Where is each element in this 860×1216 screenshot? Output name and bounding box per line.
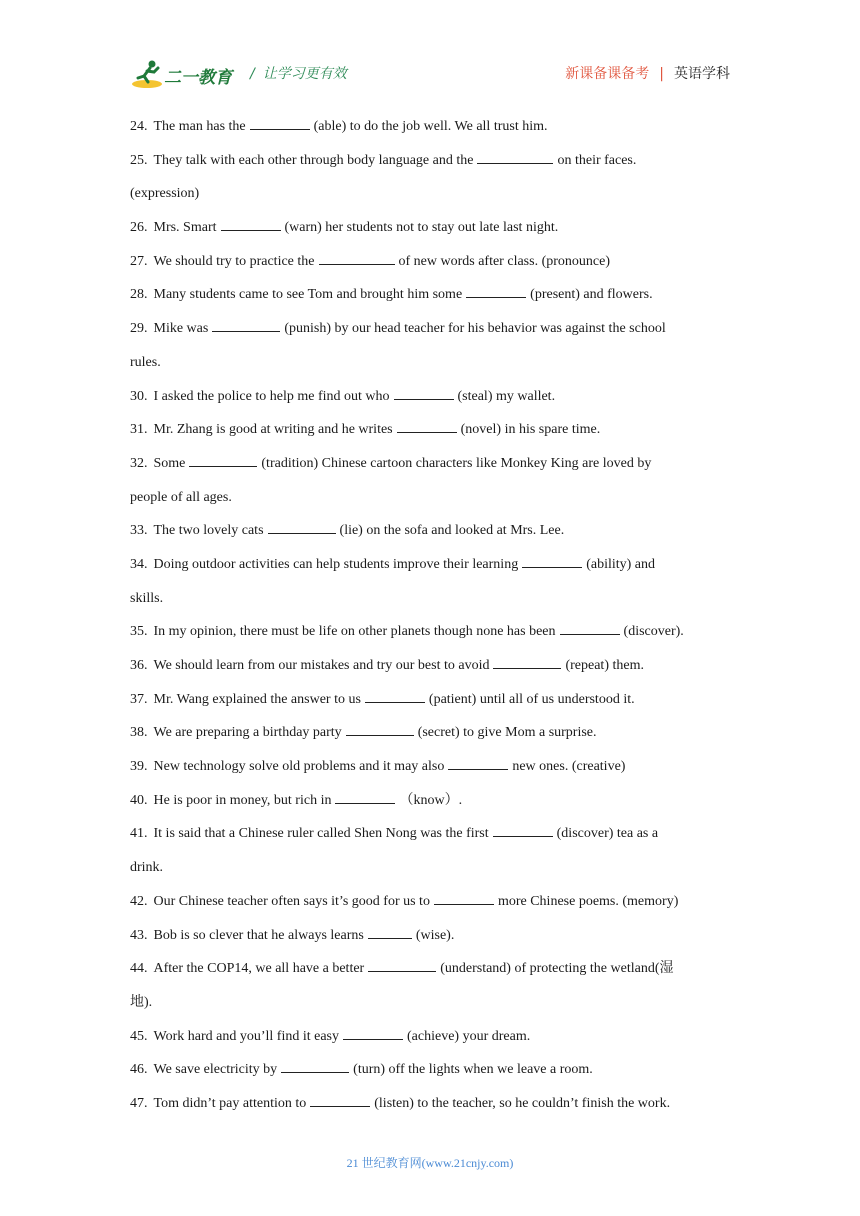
question-text-before: They talk with each other through body language and the — [153, 152, 474, 168]
answer-blank[interactable] — [310, 1092, 370, 1107]
question-number: 33. — [130, 523, 148, 539]
question-continuation: rules. — [130, 354, 161, 370]
question-item — [130, 211, 735, 245]
slogan: / 让学习更有效 — [250, 66, 347, 82]
question-number: 34. — [130, 556, 148, 572]
answer-blank[interactable] — [221, 216, 281, 231]
question-text-before: He is poor in money, but rich in — [153, 792, 332, 808]
question-item — [130, 144, 735, 178]
answer-blank[interactable] — [343, 1025, 403, 1040]
question-item — [130, 919, 735, 953]
question-continuation: (expression) — [130, 186, 200, 202]
question-item — [130, 885, 735, 919]
question-number: 31. — [130, 422, 148, 438]
answer-blank[interactable] — [268, 519, 336, 534]
question-number: 40. — [130, 792, 148, 808]
answer-blank[interactable] — [448, 755, 508, 770]
question-number: 38. — [130, 725, 148, 741]
question-text-after: (steal) my wallet. — [457, 388, 556, 404]
question-text-before: Our Chinese teacher often says it’s good for us to — [153, 893, 430, 909]
question-item — [130, 1087, 735, 1121]
question-number: 29. — [130, 321, 148, 337]
question-text-after: of new words after class. (pronounce) — [398, 253, 610, 269]
question-text-after: (listen) to the teacher, so he couldn’t finish the work. — [374, 1095, 671, 1111]
question-continuation: drink. — [130, 860, 164, 876]
question-text-after: (patient) until all of us understood it. — [428, 691, 635, 707]
question-item — [130, 716, 735, 750]
question-text-after: (able) to do the job well. We all trust him. — [313, 119, 548, 134]
question-number: 46. — [130, 1062, 148, 1078]
question-text-after: (tradition) Chinese cartoon characters like Monkey King are loved by — [261, 455, 652, 471]
page-header — [130, 58, 730, 90]
header-tags — [565, 63, 730, 83]
question-item — [130, 817, 735, 851]
logo — [130, 58, 240, 90]
question-text-before: Some — [153, 455, 186, 471]
answer-blank[interactable] — [365, 688, 425, 703]
question-continuation: people of all ages. — [130, 489, 232, 505]
question-item — [130, 1053, 735, 1087]
question-item — [130, 380, 735, 414]
question-text-after: (lie) on the sofa and looked at Mrs. Lee. — [339, 523, 565, 539]
question-text-after: (repeat) them. — [565, 658, 644, 673]
question-text-before: I asked the police to help me find out who — [153, 388, 390, 404]
question-text-after: (achieve) your dream. — [407, 1028, 531, 1044]
question-number: 27. — [130, 253, 148, 269]
question-text-before: We should learn from our mistakes and try our best to avoid — [153, 658, 490, 673]
question-text-before: Bob is so clever that he always learns — [153, 927, 364, 943]
question-text-after: （know）. — [399, 792, 463, 808]
question-text-after: (turn) off the lights when we leave a room. — [353, 1062, 593, 1078]
question-number: 42. — [130, 893, 148, 909]
question-text-before: We are preparing a birthday party — [153, 725, 342, 741]
answer-blank[interactable] — [368, 957, 436, 972]
answer-blank[interactable] — [394, 385, 454, 400]
page-footer: 21 世纪教育网(www.21cnjy.com) — [346, 1156, 514, 1170]
header-tag-subject: 英语学科 — [674, 66, 730, 82]
question-item — [130, 245, 735, 279]
question-text-after: new ones. (creative) — [512, 759, 626, 775]
question-number: 28. — [130, 287, 148, 303]
answer-blank[interactable] — [560, 620, 620, 635]
answer-blank[interactable] — [346, 721, 414, 736]
question-text-after: (warn) her students not to stay out late last night. — [284, 220, 559, 236]
slogan-text: 让学习更有效 — [262, 66, 347, 82]
question-item — [130, 750, 735, 784]
question-item — [130, 683, 735, 717]
answer-blank[interactable] — [212, 317, 280, 332]
question-item — [130, 413, 735, 447]
question-item — [130, 1020, 735, 1054]
question-text-before: Tom didn’t pay attention to — [153, 1095, 307, 1111]
question-number: 30. — [130, 388, 148, 404]
question-text-before: Mike was — [153, 321, 209, 337]
question-number: 32. — [130, 455, 148, 471]
question-item — [130, 952, 735, 986]
question-text-before: Mr. Zhang is good at writing and he writes — [153, 422, 393, 438]
header-tag-course: 新课备课备考 — [565, 66, 650, 82]
question-item — [130, 447, 735, 481]
answer-blank[interactable] — [466, 283, 526, 298]
question-number: 25. — [130, 152, 148, 168]
question-text-before: It is said that a Chinese ruler called Shen Nong was the first — [153, 826, 489, 842]
answer-blank[interactable] — [319, 250, 395, 265]
question-item — [130, 548, 735, 582]
question-number: 39. — [130, 759, 148, 775]
question-text-before: In my opinion, there must be life on other planets though none has been — [153, 624, 556, 640]
answer-blank[interactable] — [477, 149, 553, 164]
question-number: 26. — [130, 220, 148, 236]
answer-blank[interactable] — [189, 452, 257, 467]
question-item — [130, 784, 735, 818]
question-continuation: skills. — [130, 590, 164, 606]
question-list — [130, 110, 735, 1121]
answer-blank[interactable] — [522, 553, 582, 568]
question-text-before: New technology solve old problems and it may also — [153, 759, 445, 775]
question-text-after: (novel) in his spare time. — [460, 422, 601, 438]
question-text-before: Mrs. Smart — [153, 220, 217, 236]
question-text-before: We save electricity by — [153, 1062, 278, 1078]
question-text-after: (discover) tea as a — [556, 826, 659, 842]
answer-blank[interactable] — [493, 654, 561, 669]
question-item — [130, 312, 735, 346]
question-number: 43. — [130, 927, 148, 943]
question-text-after: (present) and flowers. — [530, 287, 653, 303]
question-item — [130, 615, 735, 649]
question-text-after: (ability) and — [586, 556, 656, 572]
question-number: 37. — [130, 691, 148, 707]
answer-blank[interactable] — [250, 115, 310, 130]
header-divider: | — [659, 66, 664, 82]
question-text-before: Doing outdoor activities can help students improve their learning — [153, 556, 519, 572]
answer-blank[interactable] — [493, 822, 553, 837]
answer-blank[interactable] — [335, 789, 395, 804]
question-number: 36. — [130, 658, 148, 673]
question-number: 35. — [130, 624, 148, 640]
question-number: 44. — [130, 961, 148, 977]
question-text-before: The two lovely cats — [153, 523, 264, 539]
question-text-after: (secret) to give Mom a surprise. — [417, 725, 597, 741]
question-text-after: more Chinese poems. (memory) — [497, 893, 679, 909]
question-text-after: (wise). — [415, 927, 455, 943]
question-number: 45. — [130, 1028, 148, 1044]
answer-blank[interactable] — [281, 1058, 349, 1073]
question-text-before: Many students came to see Tom and brought him some — [153, 287, 463, 303]
question-item — [130, 110, 735, 144]
question-number: 41. — [130, 826, 148, 842]
question-text-after: (understand) of protecting the wetland(湿 — [440, 961, 674, 977]
question-text-before: We should try to practice the — [153, 253, 315, 269]
question-number: 24. — [130, 119, 148, 134]
runner-logo-icon — [130, 58, 164, 90]
question-text-before: Mr. Wang explained the answer to us — [153, 691, 361, 707]
question-text-after: on their faces. — [557, 152, 637, 168]
question-continuation: 地). — [130, 994, 153, 1010]
answer-blank[interactable] — [368, 924, 412, 939]
question-item — [130, 278, 735, 312]
answer-blank[interactable] — [397, 418, 457, 433]
question-text-before: The man has the — [153, 119, 246, 134]
question-text-after: (discover). — [623, 624, 684, 640]
answer-blank[interactable] — [434, 890, 494, 905]
question-item — [130, 649, 735, 683]
question-number: 47. — [130, 1095, 148, 1111]
question-text-after: (punish) by our head teacher for his behavior was against the school — [284, 321, 666, 337]
question-text-before: Work hard and you’ll find it easy — [153, 1028, 339, 1044]
question-item — [130, 514, 735, 548]
logo-text: 二一教育 — [164, 68, 232, 88]
question-text-before: After the COP14, we all have a better — [153, 961, 365, 977]
